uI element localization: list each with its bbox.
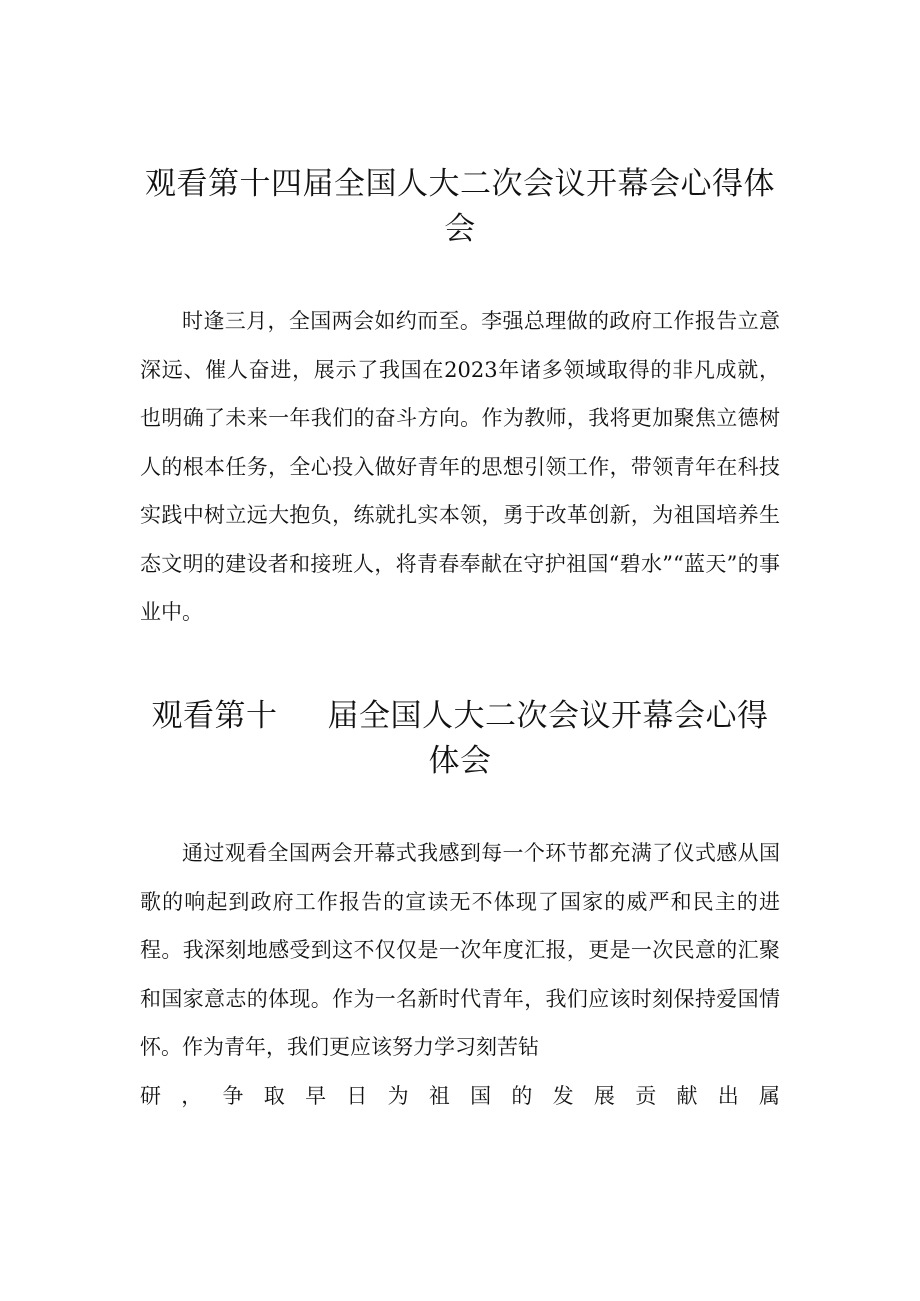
- section-2-title: [140, 694, 780, 784]
- section-2-paragraph-tail: 研，争取早日为祖国的发展贡献出属: [140, 1083, 780, 1108]
- section-1-title: 观看第十四届全国人大二次会议开幕会心得体会: [145, 166, 775, 247]
- section-2-title-part-1: 观看第十: [151, 698, 278, 734]
- section-2-title-part-2: 届全国人大二次会议开幕会心得体会: [327, 698, 769, 779]
- section-2-paragraph: [140, 829, 780, 1120]
- section-2-paragraph-body: 通过观看全国两会开幕式我感到每一个环节都充满了仪式感从国歌的响起到政府工作报告的宣读无不体现了国家的威严和民主的进程。我深刻地感受到这不仅仅是一次年度汇报，更是一次民意的汇聚和国家意志的体现。作为一名新时代青年，我们应该时刻保持爱国情怀。作为青年，我们更应该努力学习刻苦钻: [140, 841, 780, 1059]
- section-1-paragraph: 时逢三月，全国两会如约而至。李强总理做的政府工作报告立意深远、催人奋进，展示了我国在2023年诸多领域取得的非凡成就，也明确了未来一年我们的奋斗方向。作为教师，我将更加聚焦立德树人的根本任务，全心投入做好青年的思想引领工作，带领青年在科技实践中树立远大抱负，练就扎实本领，勇于改革创新，为祖国培养生态文明的建设者和接班人，将青春奉献在守护祖国“碧水”“蓝天”的事业中。: [140, 309, 780, 624]
